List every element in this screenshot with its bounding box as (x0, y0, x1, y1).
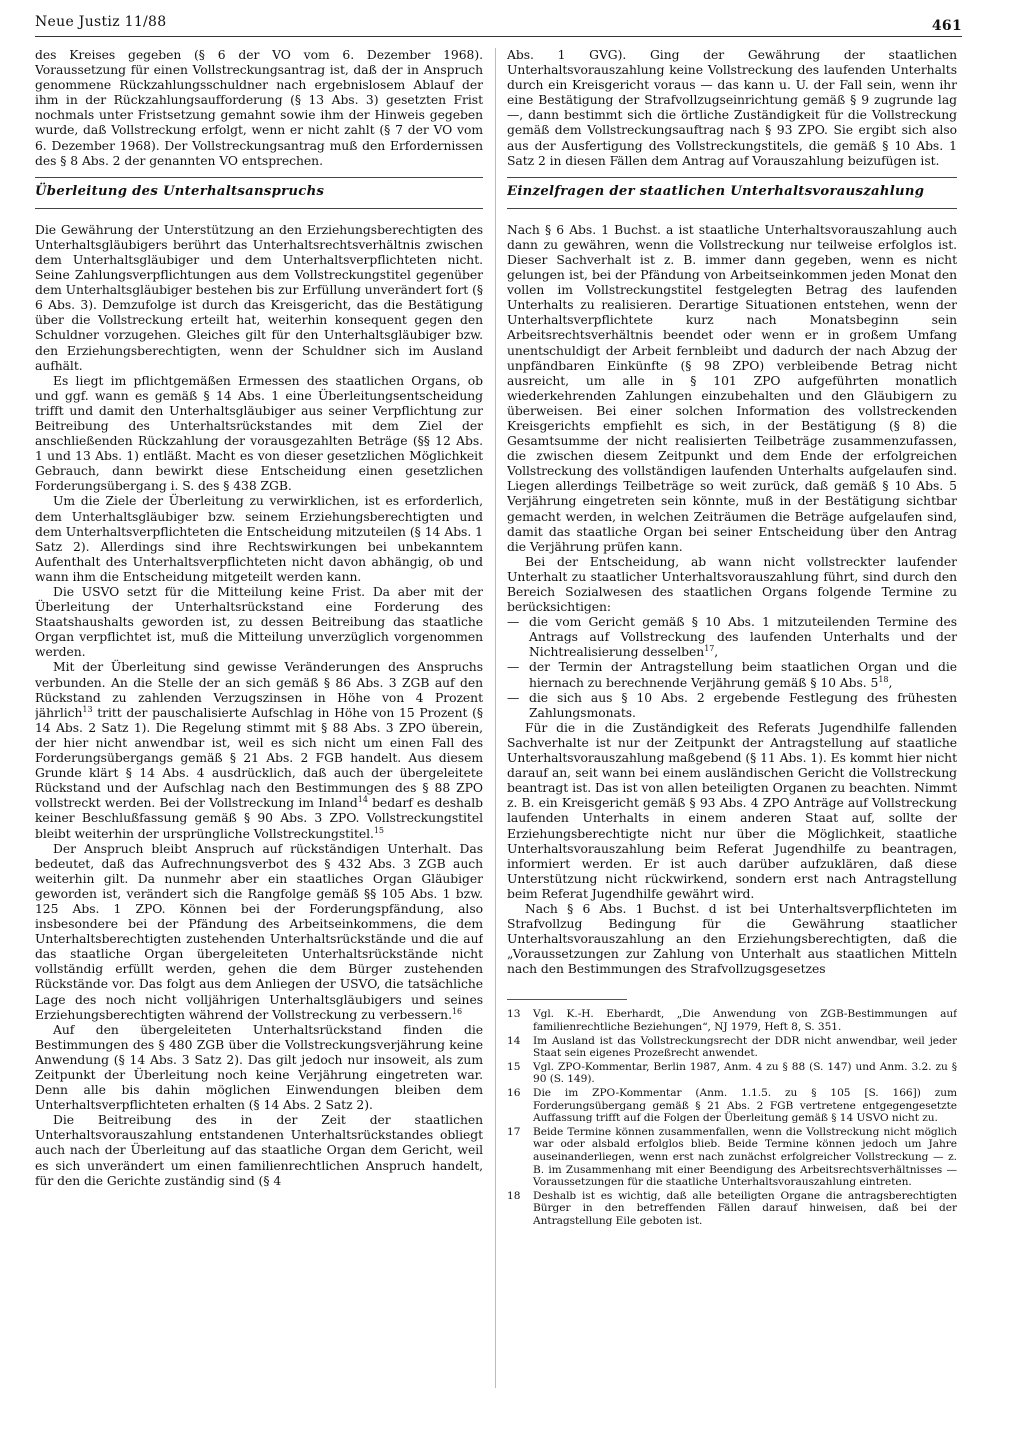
footnote-17 (507, 1126, 957, 1189)
text-run: bedarf es deshalb keiner Beschlußfassung gemäß § 90 Abs. 3 ZPO. Vollstreckungstitel bleibt weiterhin der ursprüngliche Vollstreckungstitel. (35, 796, 483, 841)
footnote-16 (507, 1087, 957, 1125)
column-divider (495, 48, 496, 1388)
footnote-15 (507, 1061, 957, 1086)
footnote-text: Vgl. ZPO-Kommentar, Berlin 1987, Anm. 4 zu § 88 (S. 147) und Anm. 3.2. zu § 90 (S. 149). (533, 1060, 957, 1086)
footnote-13 (507, 1008, 957, 1033)
text-run: Der Anspruch bleibt Anspruch auf rückständigen Unterhalt. Das bedeutet, daß das Aufrechnungsverbot des § 432 Abs. 3 ZGB auch weiterhin gilt. Da nunmehr aber ein staatliches Organ Gläubiger geworden ist, verändert sich die Rangfolge gemäß §§ 105 Abs. 1 bzw. 125 Abs. 1 ZPO. Können bei der Forderungspfändung, also insbesondere bei der Pfändung des Arbeitseinkommens, die dem Unterhaltsberechtigten zustehenden Unterhaltsrückstände und die auf das staatliche Organ übergeleiteten Unterhaltsrückstände nicht vollständig erfüllt werden, gehen die dem Bürger zustehenden Rückstände vor. Das folgt aus dem Anliegen der USVO, die tatsächliche Lage des noch nicht volljährigen Unterhaltsgläubigers und seines Erziehungsberechtigten während der Vollstreckung zu verbessern. (35, 841, 483, 1022)
footnote-number: 16 (507, 1087, 521, 1099)
footnote-14 (507, 1035, 957, 1060)
footnote-ref-15[interactable]: 15 (373, 825, 384, 835)
footnote-rule (507, 999, 627, 1000)
text-run: Mit der Überleitung sind gewisse Veränderungen des Anspruchs verbunden. An die Stelle der an sich gemäß § 86 Abs. 3 ZGB auf den Rückstand zu zahlenden Verzugszinsen in Höhe von 4 Prozent jährlich (35, 660, 483, 720)
footnotes (507, 1008, 957, 1227)
left-paragraph-8: Die Beitreibung des in der Zeit der staatlichen Unterhaltsvorauszahlung entstandenen Unterhaltsrückstandes obliegt auch nach der Überleitung auf das staatliche Organ dem Gericht, weil es sich unverändert um einen familienrechtlichen Anspruch handelt, für den die Gerichte zuständig sind (§ 4 (35, 1113, 483, 1188)
footnote-number: 13 (507, 1008, 521, 1021)
page-header (35, 12, 962, 37)
text-run: die sich aus § 10 Abs. 2 ergebende Festlegung des frühesten Zahlungsmonats. (529, 690, 957, 720)
right-paragraph-1: Nach § 6 Abs. 1 Buchst. a ist staatliche Unterhaltsvorauszahlung auch dann zu gewähren, wenn die Vollstreckung nur teilweise erfolglos ist. Dieser Sachverhalt ist z. B. immer dann gegeben, wenn es nicht gelungen ist, bei der Pfändung von Arbeitseinkommen jeden Monat den vollen im Vollstreckungstitel festgelegten Betrag des laufenden Unterhalts zu realisieren. Derartige Situationen entstehen, wenn der Unterhaltsverpflichtete kurz nach Monatsbeginn sein Arbeitsrechtsverhältnis beendet oder wenn er in großem Umfang unentschuldigt der Arbeit fernbleibt und dadurch der nach Abzug der unpfändbaren Einkünfte (§ 98 ZPO) verbleibende Betrag nicht ausreicht, um alle in § 101 ZPO aufgeführten monatlich wiederkehrenden Zahlungen einzubehalten und den Gläubigern zu überweisen. Bei einer solchen Information des vollstreckenden Kreisgerichts empfiehlt es sich, in der Bestätigung (§ 8) die Gesamtsumme der nicht realisierten Teilbeträge zusammenzufassen, die zwischen diesem Zeitpunkt und dem Ende der erfolgreichen Vollstreckung des vollständigen laufenden Unterhalts aufgelaufen sind. Liegen allerdings Teilbeträge so weit zurück, daß gemäß § 10 Abs. 5 Verjährung eingetreten sein könnte, muß in der Bestätigung sichtbar gemacht werden, in welchen Zeiträumen die Beträge aufgelaufen sind, damit das staatliche Organ bei seiner Entscheidung über den Antrag die Verjährung prüfen kann. (507, 222, 957, 554)
left-paragraph-4: Die USVO setzt für die Mitteilung keine Frist. Da aber mit der Überleitung der Unterhaltsrückstand eine Forderung des Staatshaushalts geworden ist, zu dessen Beitreibung das staatliche Organ verpflichtet ist, muß die Mitteilung unverzüglich vorgenommen werden. (35, 585, 483, 660)
footnote-ref-18[interactable]: 18 (878, 674, 889, 684)
text-run: vom Gericht gemäß § 10 Abs. 1 mitzuteilenden Termine des Antrags auf Vollstreckung des laufenden Unterhalts und der Nichtrealisierung desselben (529, 615, 957, 660)
left-column (35, 48, 483, 1373)
journal-title: Neue Justiz 11/88 (35, 14, 167, 30)
text-run: tritt der pauschalisierte Aufschlag in Höhe von 15 Prozent (§ 14 Abs. 2 Satz 1). Die Regelung stimmt mit § 88 Abs. 3 ZPO überein, der hier nicht anwendbar ist, weil es sich nicht um einen Fall des Forderungsübergangs gemäß § 21 Abs. 2 FGB handelt. Aus diesem Grunde klärt § 14 Abs. 4 ausdrücklich, daß auch der übergeleitete Rückstand und der Aufschlag nach den Bestimmungen des § 88 ZPO vollstreckt werden. Bei der Vollstreckung im Inland (35, 705, 483, 811)
footnote-text: Deshalb ist es wichtig, daß alle beteiligten Organe die antragsberechtigten Bürger in den betreffenden Fällen darauf hinweisen, daß bei der Antragstellung Eile geboten ist. (533, 1189, 957, 1227)
right-column (507, 48, 957, 1428)
left-intro-paragraph: des Kreises gegeben (§ 6 der VO vom 6. Dezember 1968). Voraussetzung für einen Vollstreckungsantrag ist, daß der in Anspruch genommene Rückzahlungsschuldner nach ergebnislosem Ablauf der ihm in der Rückzahlungsaufforderung (§ 13 Abs. 3) gesetzten Frist nochmals unter Fristsetzung gemahnt sowie ihm der Hinweis gegeben wurde, daß Vollstreckung erfolgt, wenn er nicht zahlt (§ 7 der VO vom 6. Dezember 1968). Der Vollstreckungsantrag muß den Erfordernissen des § 8 Abs. 2 der genannten VO entsprechen. (35, 48, 483, 168)
footnote-18 (507, 1190, 957, 1228)
left-paragraph-3: Um die Ziele der Überleitung zu verwirklichen, ist es erforderlich, dem Unterhaltsgläubiger bzw. seinem Erziehungsberechtigten und dem Unterhaltsverpflichteten die Entscheidung mitzuteilen (§ 14 Abs. 1 Satz 2). Allerdings sind ihre Rechtswirkungen bei unbekanntem Aufenthalt des Unterhaltsverpflichteten nicht davon abhängig, ob und wann ihm die Entscheidung mitgeteilt werden kann. (35, 494, 483, 584)
left-paragraph-7: Auf den übergeleiteten Unterhaltsrückstand finden die Bestimmungen des § 480 ZGB über die Vollstreckungsverjährung keine Anwendung (§ 14 Abs. 3 Satz 2). Das gilt jedoch nur insoweit, als zum Zeitpunkt der Überleitung noch keine Verjährung eingetreten war. Denn alle bis dahin möglichen Einwendungen bleiben dem Unterhaltsverpflichteten erhalten (§ 14 Abs. 2 Satz 2). (35, 1022, 483, 1113)
left-paragraph-5 (35, 660, 483, 841)
section-heading-ueberleitung: Überleitung des Unterhaltsanspruchs (35, 183, 325, 199)
section-heading-einzelfragen: Einzelfragen der staatlichen Unterhaltsvorauszahlung (507, 183, 925, 199)
footnote-text: Die im ZPO-Kommentar (Anm. 1.1.5. zu § 105 [S. 166]) zum Forderungsübergang gemäß § 21 Abs. 2 FGB vertretene entgegengesetzte Auffassung trifft auf die Folgen der Überleitung gemäß § 14 USVO nicht zu. (533, 1087, 957, 1125)
right-paragraph-4: Nach § 6 Abs. 1 Buchst. d ist bei Unterhaltsverpflichteten im Strafvollzug Bedingung für die Gewährung staatlicher Unterhaltsvorauszahlung an den Erziehungsberechtigten, daß die „Voraussetzungen zur Zahlung von Unterhalt aus staatlichen Mitteln nach den Bestimmungen des Strafvollzugsgesetzes (507, 901, 957, 977)
section-rule (507, 177, 957, 178)
footnote-text: Vgl. K.-H. Eberhardt, „Die Anwendung von ZGB-Bestimmungen auf familienrechtliche Beziehungen“, NJ 1979, Heft 8, S. 351. (533, 1008, 957, 1034)
right-paragraph-3: Für die in die Zuständigkeit des Referats Jugendhilfe fallenden Sachverhalte ist nur der Zeitpunkt der Antragstellung auf staatliche Unterhaltsvorauszahlung maßgebend (§ 11 Abs. 1). Es kommt hier nicht darauf an, seit wann bei einem ausländischen Gericht die Vollstreckung beantragt ist. Das ist von allen beteiligten Organen zu beachten. Nimmt z. B. ein Kreisgericht gemäß § 93 Abs. 4 ZPO Anträge auf Vollstreckung laufenden Unterhalts in einem anderen Staat auf, sollte der Erziehungsberechtigte nicht nur über die Möglichkeit, staatliche Unterhaltsvorauszahlung beim Referat Jugendhilfe zu beantragen, informiert werden. Er ist auch darüber aufzuklären, daß diese Unterstützung nicht rückwirkend, sondern erst nach Antragstellung beim Referat Jugendhilfe gewährt wird. (507, 720, 957, 901)
text-run: die (529, 615, 549, 630)
footnote-ref-14[interactable]: 14 (357, 795, 368, 805)
right-intro-paragraph: Abs. 1 GVG). Ging der Gewährung der staatlichen Unterhaltsvorauszahlung keine Vollstreckung des laufenden Unterhalts durch ein Kreisgericht voraus — das kann u. U. der Fall sein, wenn ihr eine Bestätigung der Strafvollzugseinrichtung gemäß § 9 zugrunde lag —, dann bestimmt sich die örtliche Zuständigkeit für die Vollstreckung gemäß dem Vollstreckungsauftrag nach § 93 ZPO. Sie ergibt sich also aus der Ausfertigung des Vollstreckungstitels, die gemäß § 10 Abs. 1 Satz 2 in diesen Fällen dem Antrag auf Vorauszahlung beizufügen ist. (507, 48, 957, 168)
list-item: — der Termin der Antragstellung beim staatlichen Organ und die hiernach zu berechnende Verjährung gemäß § 10 Abs. $5^{18}$, (507, 660, 957, 690)
left-paragraph-1: Die Gewährung der Unterstützung an den Erziehungsberechtigten des Unterhaltsgläubigers berührt das Unterhaltsrechtsverhältnis zwischen dem Unterhaltsgläubiger und dem Unterhaltsverpflichteten nicht. Seine Zahlungsverpflichtungen aus dem Vollstreckungstitel gegenüber dem Unterhaltsgläubiger bestehen bis zur Erfüllung unverändert fort (§ 6 Abs. 3). Demzufolge ist durch das Kreisgericht, das die Bestätigung über die Vollstreckung erteilt hat, weiterhin konsequent gegen den Schuldner vorzugehen. Gleiches gilt für den Unterhaltsgläubiger bzw. den Erziehungsberechtigten, wenn der Schuldner sich im Ausland aufhält. (35, 222, 483, 373)
footnote-number: 17 (507, 1125, 521, 1138)
footnote-number: 15 (507, 1060, 521, 1073)
list-item: — die vom Gericht gemäß § 10 Abs. 1 mitzuteilenden Termine des Antrags auf Vollstreckung des laufenden Unterhalts und der Nichtrealisierung desselben$^{17}$, (507, 615, 957, 660)
footnote-text: Beide Termine können zusammenfallen, wenn die Vollstreckung nicht möglich war oder alsbald erfolglos blieb. Beide Termine können jedoch um Jahre auseinanderliegen, wenn erst nach zunächst erfolgreicher Vollstreckung — z. B. im Zusammenhang mit einer Beendigung des Arbeitsrechtsverhältnisses — Voraussetzungen für die staatliche Unterhaltsvorauszahlung eintreten. (533, 1125, 957, 1189)
text-run: der Termin der Antragstellung beim staatlichen Organ und die hiernach zu berechnende Verjährung gemäß § 10 Abs. 5 (529, 660, 957, 690)
termine-list (507, 615, 957, 721)
left-paragraph-2: Es liegt im pflichtgemäßen Ermessen des staatlichen Organs, ob und ggf. wann es gemäß § 14 Abs. 1 eine Überleitungsentscheidung trifft und damit den Unterhaltsgläubiger aus seiner Verpflichtung zur Beitreibung des Unterhaltsrückstandes mit dem Ziel der anschließenden Rückzahlung der vorausgezahlten Beträge (§§ 12 Abs. 1 und 13 Abs. 1) entläßt. Macht es von dieser gesetzlichen Möglichkeit Gebrauch, dann bewirkt diese Entscheidung einen gesetzlichen Forderungsübergang i. S. des § 438 ZGB. (35, 373, 483, 494)
section-rule (35, 177, 483, 178)
right-paragraph-2: Bei der Entscheidung, ab wann nicht vollstreckter laufender Unterhalt zu staatlicher Unterhaltsvorauszahlung führt, sind durch den Bereich Sozialwesen des staatlichen Organs folgende Termine zu berücksichtigen: (507, 554, 957, 615)
list-item (507, 691, 957, 721)
footnote-ref-17[interactable]: 17 (704, 644, 715, 654)
footnote-ref-16[interactable]: 16 (451, 1006, 463, 1016)
left-paragraph-6 (35, 842, 483, 1023)
footnote-number: 18 (507, 1189, 521, 1202)
footnote-text: Im Ausland ist das Vollstreckungsrecht der DDR nicht anwendbar, weil jeder Staat sein eigenes Prozeßrecht anwendet. (533, 1034, 957, 1060)
footnote-ref-13[interactable]: 13 (82, 704, 93, 714)
footnote-number: 14 (507, 1034, 521, 1047)
page-number: 461 (931, 18, 962, 34)
